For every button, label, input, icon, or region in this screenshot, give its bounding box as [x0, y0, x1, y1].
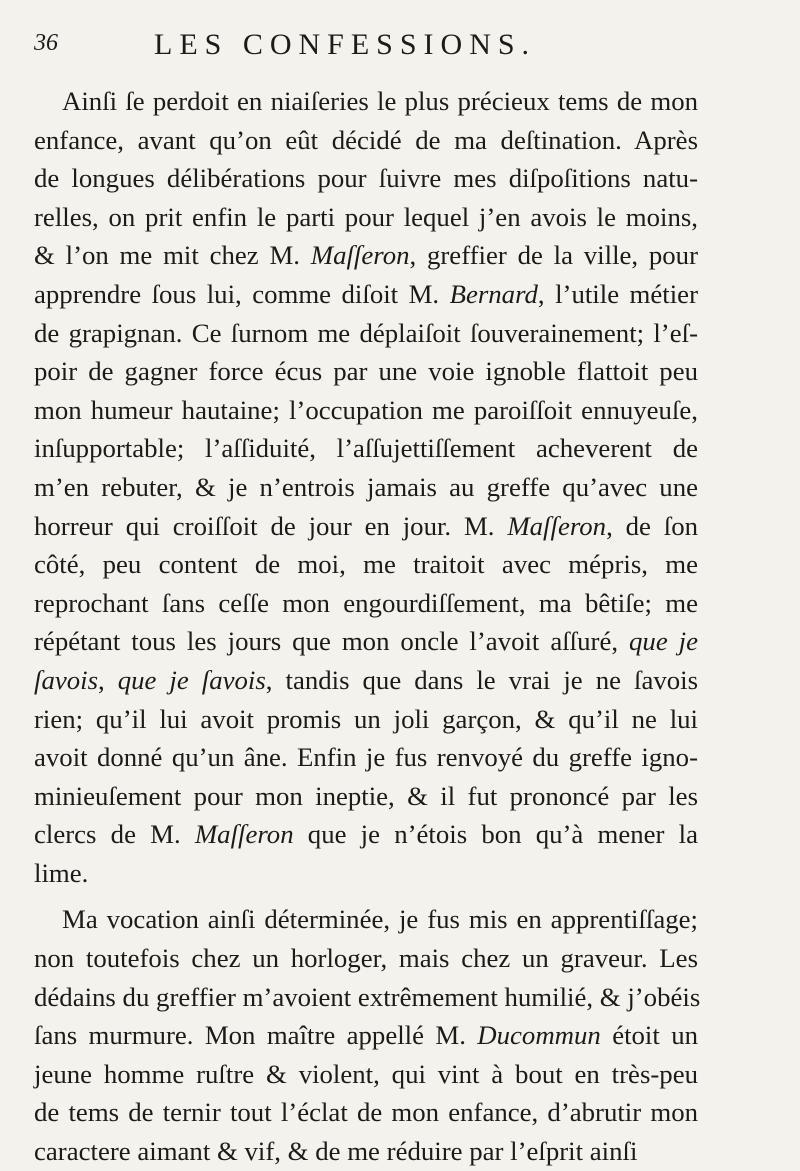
text-line: [34, 738, 698, 777]
text-segment: que je n’étois bon qu’à mener la: [293, 819, 698, 850]
text-line: [34, 82, 698, 121]
text-line: [34, 1016, 698, 1055]
italic-text: Ducommun: [477, 1020, 601, 1051]
text-line: [34, 391, 698, 430]
text-segment: ,: [98, 664, 118, 695]
text-segment: m’en rebuter, & je n’entrois jamais au greffe qu’avec une: [34, 471, 698, 502]
text-segment: horreur qui croiſſoit de jour en jour. M.: [34, 510, 508, 541]
italic-text: que je ſavois: [117, 664, 266, 695]
text-line: [34, 275, 698, 314]
text-line: [34, 978, 701, 1017]
paragraph-gap: [34, 892, 698, 900]
text-segment: mon humeur hautaine; l’occupation me paroiſſoit ennuyeuſe,: [34, 394, 698, 425]
text-segment: côté, peu content de moi, me traitoit avec mépris, me: [34, 549, 698, 580]
text-segment: rien; qu’il lui avoit promis un joli garçon, & qu’il ne lui: [34, 703, 698, 734]
text-segment: de longues délibérations pour ſuivre mes diſpoſitions natu-: [34, 163, 698, 194]
text-line: [34, 900, 698, 939]
italic-text: ſavois: [34, 664, 99, 695]
text-segment: lime.: [34, 857, 89, 888]
text-line: [34, 198, 698, 237]
text-segment: minieuſement pour mon ineptie, & il fut prononcé par les: [34, 780, 698, 811]
text-segment: répétant tous les jours que mon oncle l’avoit aſſuré,: [34, 626, 630, 657]
text-segment: apprendre ſous lui, comme diſoit M.: [34, 278, 450, 309]
text-segment: poir de gagner force écus par une voie ignoble flattoit peu: [34, 356, 698, 387]
text-line: [34, 314, 698, 353]
text-line: [34, 584, 698, 623]
italic-text: que je: [629, 626, 699, 657]
text-segment: Ainſi ſe perdoit en niaiſeries le plus précieux tems de mon: [62, 86, 698, 116]
italic-text: Maſſeron: [310, 240, 410, 271]
text-segment: clercs de M.: [34, 819, 195, 850]
text-line: [34, 159, 698, 198]
text-segment: relles, on prit enfin le parti pour lequel j’en avois le moins,: [34, 201, 698, 232]
text-segment: ſans murmure. Mon maître appellé M.: [34, 1020, 478, 1051]
paragraph: [34, 82, 698, 892]
text-line: [34, 777, 698, 816]
text-line: [34, 700, 698, 739]
italic-text: Maſſeron: [507, 510, 607, 541]
text-segment: , greffier de la ville, pour: [409, 240, 698, 271]
text-segment: étoit un: [600, 1020, 698, 1051]
text-line: [34, 1093, 698, 1132]
text-segment: de grapignan. Ce ſurnom me déplaiſoit ſouverainement; l’eſ-: [34, 317, 698, 348]
text-line: [34, 429, 698, 468]
text-line: [34, 939, 698, 978]
text-segment: de tems de ternir tout l’éclat de mon enfance, d’abrutir mon: [34, 1097, 698, 1128]
body-text: [34, 82, 701, 1171]
italic-text: Maſſeron: [194, 819, 294, 850]
text-segment: non toutefois chez un horloger, mais chez un graveur. Les: [34, 943, 698, 974]
text-line: [34, 854, 698, 893]
running-title: LES CONFESSIONS.: [154, 28, 537, 61]
text-segment: & l’on me mit chez M.: [34, 240, 311, 271]
text-line: [34, 1055, 698, 1094]
text-segment: , tandis que dans le vrai je ne ſavois: [265, 664, 699, 695]
italic-text: Bernard: [449, 278, 538, 309]
text-segment: avoit donné qu’un âne. Enfin je fus renvoyé du greffe igno-: [34, 742, 698, 773]
text-segment: , de ſon: [606, 510, 698, 541]
text-segment: , l’utile métier: [537, 278, 699, 309]
text-line: [34, 661, 698, 700]
text-line: [34, 545, 698, 584]
text-line: [34, 1132, 698, 1171]
paragraph: [34, 900, 701, 1170]
text-segment: enfance, avant qu’on eût décidé de ma deſtination. Après: [34, 124, 698, 155]
page-number: 36: [34, 30, 58, 56]
text-line: [34, 507, 698, 546]
text-line: [34, 121, 698, 160]
text-line: [34, 352, 698, 391]
text-line: [34, 815, 698, 854]
text-line: [34, 468, 698, 507]
text-segment: reprochant ſans ceſſe mon engourdiſſement, ma bêtiſe; me: [34, 587, 698, 618]
running-head: [34, 26, 770, 66]
text-segment: Ma vocation ainſi déterminée, je fus mis en apprentiſſage;: [62, 904, 698, 935]
text-segment: inſupportable; l’aſſiduité, l’aſſujettiſſement acheverent de: [34, 433, 698, 464]
text-line: [34, 236, 698, 275]
text-segment: dédains du greffier m’avoient extrêmement humilié, & j’obéis: [34, 981, 701, 1012]
text-segment: caractere aimant & vif, & de me réduire par l’eſprit ainſi: [34, 1136, 638, 1167]
text-segment: jeune homme ruſtre & violent, qui vint à bout en très-peu: [34, 1058, 698, 1089]
text-line: [34, 622, 698, 661]
